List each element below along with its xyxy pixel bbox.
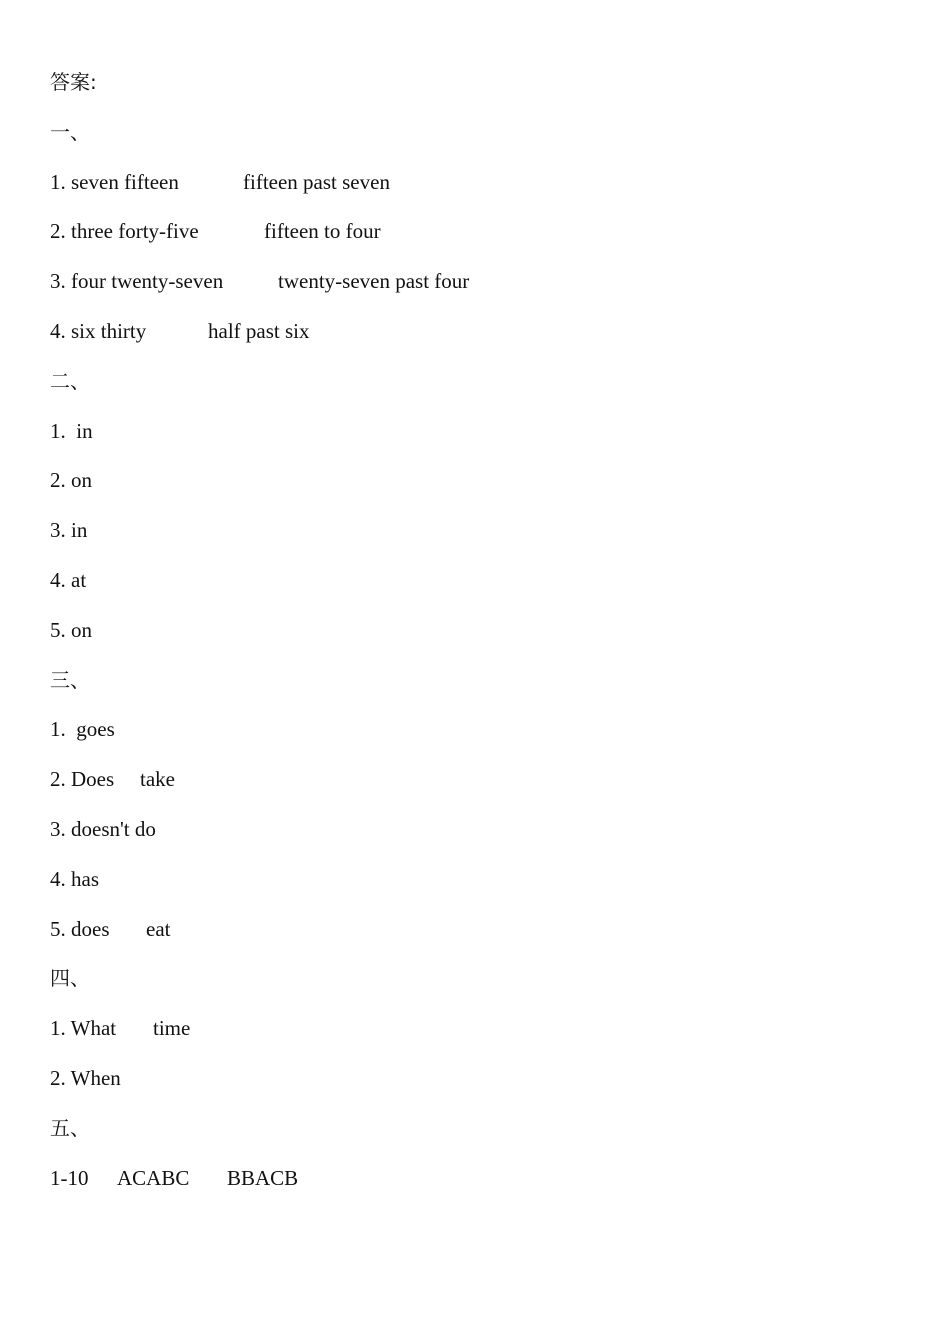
answer-text: half past six xyxy=(208,318,310,343)
section-heading: 四、 xyxy=(50,966,90,991)
answer-line xyxy=(50,862,910,912)
answer-line xyxy=(50,1061,910,1111)
answer-text: 1. in xyxy=(50,418,93,443)
answer-text: twenty-seven past four xyxy=(278,269,470,294)
answer-text: 2. When xyxy=(50,1065,121,1090)
answer-text: 2. Does xyxy=(50,767,115,792)
answer-text: BBACB xyxy=(227,1165,299,1190)
answer-line xyxy=(50,563,910,613)
answer-sheet xyxy=(50,65,910,1210)
answer-text: 3. in xyxy=(50,518,88,543)
answer-line xyxy=(50,812,910,862)
answer-text: 5. on xyxy=(50,617,92,642)
answer-text: 3. four twenty-seven xyxy=(50,269,224,294)
answer-line xyxy=(50,1011,910,1061)
answer-line xyxy=(50,513,910,563)
answer-line xyxy=(50,314,910,364)
section-heading: 一、 xyxy=(50,119,90,144)
answer-text: 1. goes xyxy=(50,717,115,742)
answer-line xyxy=(50,463,910,513)
answer-line xyxy=(50,214,910,264)
answer-line xyxy=(50,613,910,663)
answer-text: 1-10 xyxy=(50,1165,89,1190)
answer-text: ACABC xyxy=(117,1165,190,1190)
answer-text: fifteen to four xyxy=(264,219,381,244)
answer-line xyxy=(50,414,910,464)
answer-text: 4. six thirty xyxy=(50,318,147,343)
answer-line xyxy=(50,1161,910,1211)
answer-text: 1. seven fifteen xyxy=(50,169,179,194)
answer-text: take xyxy=(140,767,175,792)
answer-text: eat xyxy=(146,916,171,941)
answer-line xyxy=(50,912,910,962)
answer-line xyxy=(50,762,910,812)
answer-text: fifteen past seven xyxy=(243,169,390,194)
answer-text: 4. has xyxy=(50,866,99,891)
answer-text: 5. does xyxy=(50,916,110,941)
answer-title: 答案: xyxy=(50,70,97,94)
answer-line xyxy=(50,165,910,215)
answer-text: 2. on xyxy=(50,468,92,493)
answer-text: 1. What xyxy=(50,1016,117,1041)
answer-text: 4. at xyxy=(50,567,87,592)
section-heading: 二、 xyxy=(50,368,90,393)
answer-text: time xyxy=(153,1016,191,1041)
section-heading: 五、 xyxy=(50,1115,90,1140)
answer-line xyxy=(50,264,910,314)
answer-line xyxy=(50,712,910,762)
answer-text: 2. three forty-five xyxy=(50,219,199,244)
section-heading: 三、 xyxy=(50,667,90,692)
answer-text: 3. doesn't do xyxy=(50,816,156,841)
